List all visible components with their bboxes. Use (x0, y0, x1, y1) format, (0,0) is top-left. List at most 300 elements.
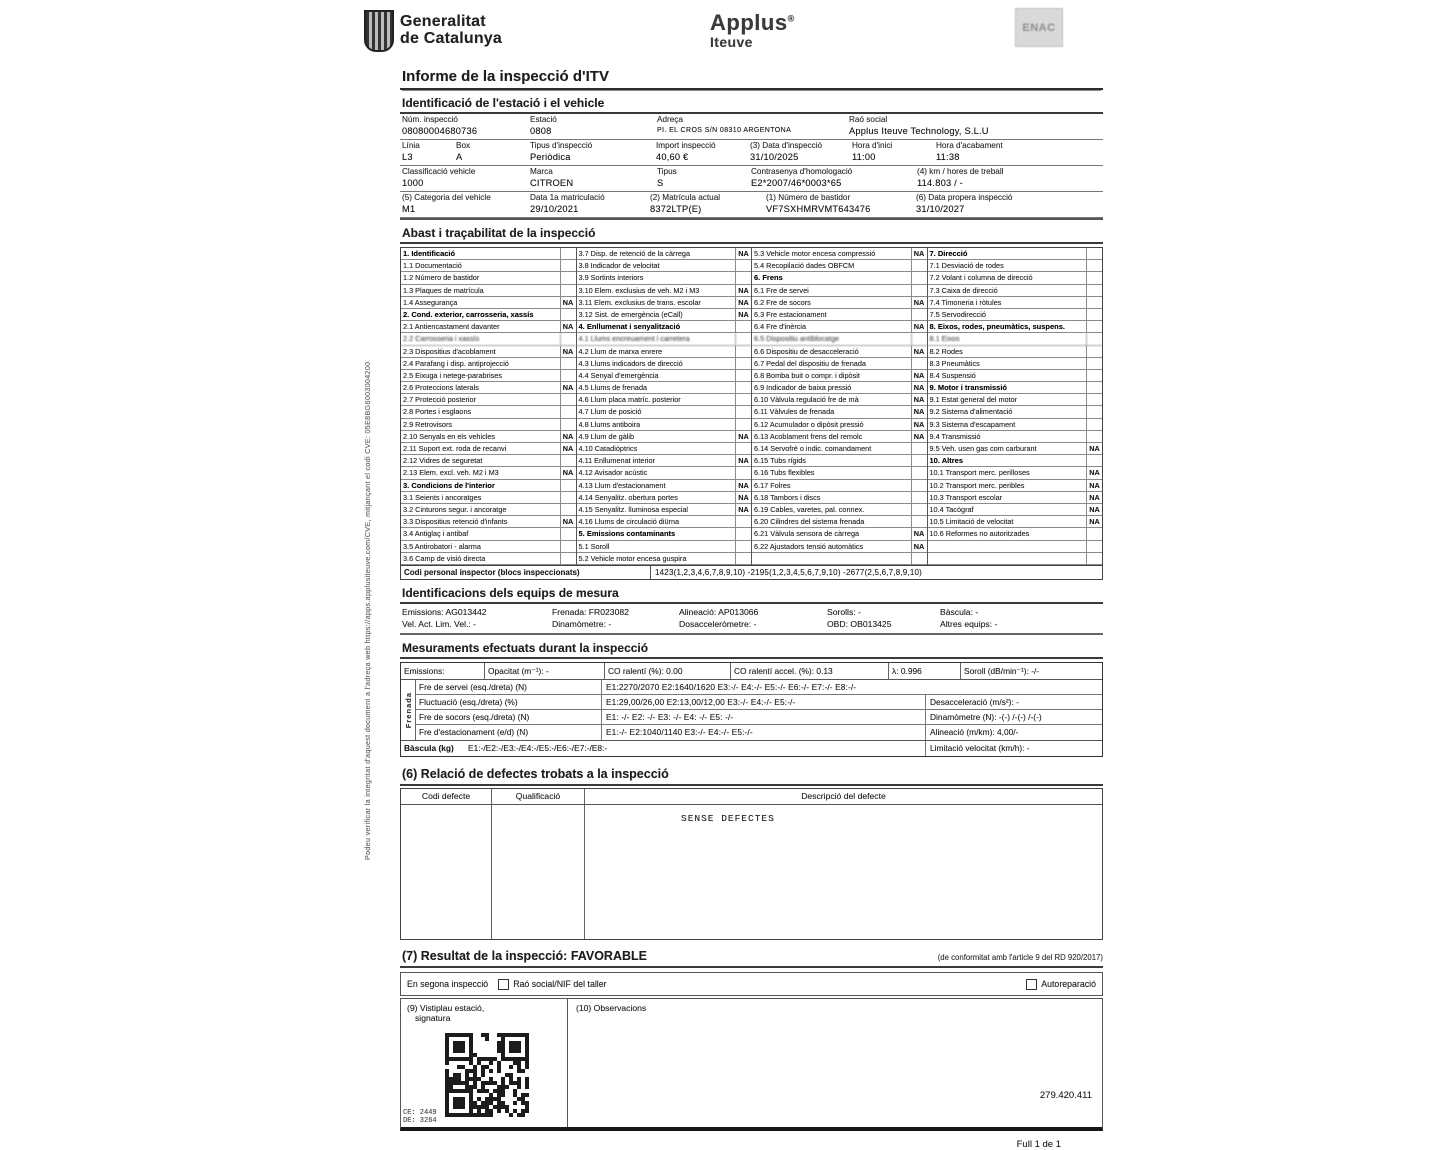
checklist-na-cell (1086, 260, 1102, 271)
checklist-na-cell (911, 260, 927, 271)
checklist-na-cell: NA (560, 346, 576, 357)
checklist-row (401, 370, 576, 382)
checklist-na-cell (911, 285, 927, 296)
station-approval-cell (401, 999, 568, 1127)
result-label: (7) Resultat de la inspecció: (402, 948, 568, 963)
identification-cell (530, 141, 656, 163)
identification-cell (917, 167, 1103, 189)
field-label: (4) km / hores de treball (917, 167, 1004, 176)
checklist-na-cell: NA (735, 285, 751, 296)
self-repair-checkbox (1026, 979, 1037, 990)
checklist-na-cell: NA (560, 382, 576, 393)
checklist-row (752, 431, 927, 443)
checklist-na-cell (735, 467, 751, 478)
checklist-item-label: 3.3 Dispositius retenció d'infants (403, 517, 508, 527)
checklist-na-cell (735, 260, 751, 271)
checklist-row (928, 406, 1103, 418)
second-inspection-label: En segona inspecció (407, 978, 489, 989)
checklist-item-label: 4.6 Llum placa matríc. posterior (578, 395, 681, 405)
result-note: (de conformitat amb l'article 9 del RD 920/2017) (937, 952, 1103, 962)
checklist-row (401, 272, 576, 284)
checklist-na-cell (560, 333, 576, 344)
emissions-cell: Emissions: (401, 663, 485, 679)
braking-row (416, 695, 1102, 710)
de-code: DE: 3264 (403, 1116, 437, 1125)
checklist-na-cell (560, 553, 576, 564)
checklist-na-cell (1086, 528, 1102, 539)
checklist-item-label: 3.9 Sortints interiors (578, 273, 644, 283)
checklist-item-label: 4.1 Llums encreuament i carretera (578, 334, 690, 344)
checklist-item-label: 4.9 Llum de gàlib (578, 431, 635, 441)
checklist-item-label: 10.2 Transport merc. peribles (929, 480, 1025, 490)
checklist-row (928, 492, 1103, 504)
result-main (402, 949, 647, 963)
checklist-item-label: 5.3 Vehicle motor encesa compressió (754, 249, 876, 258)
checklist-na-cell (1086, 455, 1102, 466)
checklist-row (577, 297, 752, 309)
field-label: Marca (530, 167, 553, 176)
checklist-item-label: 3.12 Sist. de emergència (eCall) (578, 309, 683, 319)
checklist-na-cell (735, 333, 751, 344)
result-row (400, 940, 1103, 968)
checklist-row (752, 260, 927, 272)
checklist-item-label: 4. Enllumenat i senyalització (578, 322, 681, 332)
checklist-row (577, 285, 752, 297)
identification-cell (849, 115, 1103, 137)
checklist-na-cell: NA (735, 297, 751, 308)
braking-row-label: Fre de servei (esq./dreta) (N) (416, 680, 602, 694)
checklist-item-label: 7.4 Timoneria i ròtules (929, 297, 1002, 307)
checklist-na-cell (735, 321, 751, 332)
registered-mark-icon: ® (787, 13, 795, 24)
equipment-cell: Vel. Act. Lim. Vel.: - (402, 618, 477, 629)
identification-cell (916, 193, 1103, 215)
applus-wordmark: Applus® (710, 10, 795, 35)
checklist-na-cell (560, 358, 576, 369)
checklist-na-cell: NA (911, 541, 927, 552)
checklist-na-cell (911, 358, 927, 369)
scale-values: E1:-/E2:-/E3:-/E4:-/E5:-/E6:-/E7:-/E8:- (468, 742, 608, 753)
checklist-na-cell (560, 419, 576, 430)
defects-col-description: Descripció del defecte (801, 790, 886, 801)
checklist-item-label: 4.10 Catadiòptrics (578, 444, 638, 453)
itv-report-sheet (400, 8, 1103, 1150)
inspector-code-value: 1423(1,2,3,4,6,7,8,9,10) -2195(1,2,3,4,5,6,7,9,10) -2677(2,5,6,7,8,9,10) (655, 567, 923, 577)
checklist-row (752, 443, 927, 455)
self-repair-checkbox-label: Autoreparació (1041, 978, 1096, 989)
field-label: Import inspecció (656, 141, 716, 150)
braking-side-value: Alineació (m/km): 4,00/- (925, 725, 1102, 739)
emissions-cell: λ: 0.996 (889, 663, 961, 679)
checklist-na-cell (560, 492, 576, 503)
field-label: Hora d'acabament (936, 141, 1003, 150)
checklist-na-cell: NA (911, 394, 927, 405)
checklist-row (928, 419, 1103, 431)
field-value: Applus Iteuve Technology, S.L.U (849, 126, 989, 136)
checklist-na-cell (560, 455, 576, 466)
checklist-na-cell (1086, 333, 1102, 344)
checklist-row (577, 431, 752, 443)
section-identification-title: Identificació de l'estació i el vehicle (400, 90, 1103, 114)
checklist-item-label: 2.11 Suport ext. roda de recanvi (403, 444, 507, 453)
field-value: VF7SXHMRVMT643476 (766, 204, 871, 214)
defects-section-title: (6) Relació de defectes trobats a la inspecció (400, 757, 1103, 786)
field-label: (3) Data d'inspecció (750, 141, 823, 150)
identification-table (400, 114, 1103, 220)
scale-label: Bàscula (kg) (404, 742, 454, 753)
field-label: Contrasenya d'homologació (751, 167, 853, 176)
checklist-item-label: 7.2 Volant i columna de direcció (929, 273, 1033, 283)
checklist-item-label: 6.12 Acumulador o dipòsit pressió (754, 419, 864, 429)
checklist-item-label: 10. Altres (929, 456, 963, 466)
checklist-na-cell (1086, 272, 1102, 283)
checklist-row (752, 492, 927, 504)
identification-cell (402, 141, 456, 163)
braking-row-values: E1: -/- E2: -/- E3: -/- E4: -/- E5: -/- (606, 712, 734, 723)
checklist-na-cell (911, 516, 927, 527)
identification-cell (751, 167, 917, 189)
equipment-cell: OBD: OB013425 (827, 618, 892, 629)
checklist-item-label: 5.4 Recopilació dades OBFCM (754, 261, 855, 271)
checklist-na-cell (1086, 541, 1102, 552)
emissions-cell: CO ralentí accel. (%): 0.13 (731, 663, 889, 679)
checklist-item-label: 8. Eixos, rodes, pneumàtics, suspens. (929, 322, 1065, 332)
checklist-na-cell (560, 272, 576, 283)
checklist-row (752, 406, 927, 418)
checklist-row (577, 321, 752, 333)
braking-row (416, 680, 1102, 695)
checklist-row (401, 260, 576, 272)
checklist-item-label: 3.11 Elem. exclusius de trans. escolar (578, 297, 701, 307)
checklist-na-cell: NA (735, 431, 751, 442)
equipment-cell: Bàscula: - (940, 606, 979, 617)
checklist-row (928, 285, 1103, 297)
checklist-na-cell (1086, 285, 1102, 296)
checklist-item-label: 3.2 Cinturons segur. i ancoratge (403, 504, 507, 514)
checklist-na-cell: NA (911, 346, 927, 357)
checklist-na-cell (911, 333, 927, 344)
checklist-row (577, 492, 752, 504)
field-label: Tipus d'inspecció (530, 141, 593, 150)
checklist-na-cell: NA (911, 382, 927, 393)
checklist-item-label: 8.2 Rodes (929, 346, 963, 356)
defects-qualification-cell (492, 805, 585, 939)
identification-row (400, 140, 1103, 166)
field-value: 8372LTP(E) (650, 204, 702, 214)
applus-sub-brand: Iteuve (710, 34, 753, 50)
checklist-item-label: 8.4 Suspensió (929, 370, 976, 380)
checklist-na-cell: NA (1086, 492, 1102, 503)
checklist-item-label: 6.18 Tambors i discs (754, 492, 821, 502)
defects-description-cell: SENSE DEFECTES (681, 812, 775, 824)
checklist-item-label: 6.2 Fre de socors (754, 297, 811, 307)
checklist-item-label: 2.1 Antiencastament davanter (403, 322, 500, 332)
field-value: 0808 (530, 126, 552, 136)
checklist-na-cell: NA (911, 321, 927, 332)
defects-col-qualification: Qualificació (492, 789, 585, 804)
checklist-row (401, 346, 576, 358)
enac-stamp (1015, 8, 1063, 47)
checklist-item-label: 4.3 Llums indicadors de direcció (578, 358, 683, 368)
field-label: Línia (402, 141, 420, 150)
identification-cell (530, 193, 650, 215)
checklist-na-cell (1086, 321, 1102, 332)
checklist-row (928, 370, 1103, 382)
section-measurements-title: Mesuraments efectuats durant la inspecció (400, 635, 1103, 659)
field-label: Hora d'inici (852, 141, 893, 150)
checklist-row (577, 480, 752, 492)
org-name-line2: de Catalunya (400, 30, 502, 47)
braking-row-values: E1:2270/2070 E2:1640/1620 E3:-/- E4:-/- E5:-/- E6:-/- E7:-/- E8:-/- (606, 681, 857, 692)
checklist-item-label: 10.1 Transport merc. perilloses (929, 468, 1030, 478)
checklist-item-label: 4.14 Senyalitz. obertura portes (578, 492, 678, 502)
checklist-row (401, 321, 576, 333)
checklist-row (577, 272, 752, 284)
checklist-item-label: 3.4 Antiglaç i antibaf (403, 529, 469, 539)
checklist-item-label: 4.12 Avisador acústic (578, 468, 648, 478)
checklist-item-label: 6.9 Indicador de baixa pressió (754, 383, 852, 393)
checklist-row (401, 431, 576, 443)
identification-cell (936, 141, 1103, 163)
identification-row (400, 114, 1103, 140)
checklist-row (928, 248, 1103, 260)
braking-side-value: Dinamòmetre (N): -(-) /-(-) /-(-) (925, 710, 1102, 724)
checklist-na-cell (735, 346, 751, 357)
checklist-row (928, 528, 1103, 540)
equipment-cell: Frenada: FR023082 (552, 606, 629, 617)
checklist-row (577, 248, 752, 260)
checklist-row (752, 419, 927, 431)
checklist-row (752, 248, 927, 260)
checklist-item-label: 7.1 Desviació de rodes (929, 261, 1004, 271)
field-label: Box (456, 141, 471, 150)
result-value: FAVORABLE (570, 948, 647, 963)
org-name-line1: Generalitat (400, 13, 486, 30)
applus-logo (710, 10, 795, 50)
checklist-na-cell (911, 504, 927, 515)
checklist-item-label: 2.13 Elem. excl. veh. M2 i M3 (403, 468, 499, 478)
checklist-na-cell (735, 406, 751, 417)
field-value: 08080004680736 (402, 126, 478, 136)
checklist-item-label: 6.11 Vàlvules de frenada (754, 407, 835, 417)
checklist-row (928, 394, 1103, 406)
checklist-row (577, 309, 752, 321)
checklist-item-label: 10.6 Reformes no autoritzades (929, 529, 1030, 539)
checklist-row (401, 492, 576, 504)
identification-cell (530, 167, 657, 189)
field-value: E2*2007/46*0003*65 (751, 178, 842, 188)
checklist-item-label: 6.10 Vàlvula regulació fre de mà (754, 395, 859, 405)
field-label: (1) Número de bastidor (766, 193, 851, 202)
checklist-item-label: 8.1 Eixos (929, 334, 960, 344)
checklist-na-cell: NA (560, 443, 576, 454)
checklist-na-cell (1086, 553, 1102, 564)
checklist-row (928, 431, 1103, 443)
checklist-na-cell (735, 443, 751, 454)
checklist-na-cell: NA (1086, 467, 1102, 478)
checklist-item-label: 2. Cond. exterior, carrosseria, xassís (403, 309, 534, 319)
checklist-na-cell: NA (735, 492, 751, 503)
workshop-checkbox (498, 979, 509, 990)
checklist-item-label: 9.4 Transmissió (929, 431, 981, 441)
checklist-na-cell (560, 260, 576, 271)
identification-cell (650, 193, 766, 215)
checklist-na-cell (1086, 431, 1102, 442)
field-label: Estació (530, 115, 557, 124)
checklist-item-label: 3.10 Elem. exclusius de veh. M2 i M3 (578, 285, 700, 295)
field-label: Raó social (849, 115, 888, 124)
equipment-cell: Altres equips: - (940, 618, 998, 629)
checklist-na-cell: NA (911, 297, 927, 308)
side-note-text: Podeu verificar la integritat d'aquest document a l'adreça web https://apps.applusiteuve.com/CVE, mitjançant el codi CVE: 05E8BG6003004200 (363, 361, 372, 860)
checklist-row (752, 272, 927, 284)
checklist-row (577, 467, 752, 479)
checklist-na-cell (1086, 394, 1102, 405)
equipment-cell: Dinamòmetre: - (552, 618, 612, 629)
braking-vertical-text: Frenada (403, 691, 413, 728)
checklist-na-cell: NA (560, 297, 576, 308)
checklist-item-label: 1.3 Plaques de matrícula (403, 285, 484, 295)
checklist-na-cell (1086, 297, 1102, 308)
field-label: (5) Categoria del vehicle (402, 193, 491, 202)
field-label: Núm. inspecció (402, 115, 458, 124)
equipment-row (400, 606, 1103, 618)
checklist-na-cell: NA (911, 431, 927, 442)
checklist-item-label: 4.15 Senyalitz. lluminosa especial (578, 504, 689, 514)
checklist-item-label (928, 541, 1087, 552)
checklist-na-cell (911, 492, 927, 503)
checklist-na-cell (560, 504, 576, 515)
checklist-na-cell (560, 480, 576, 491)
checklist-item-label: 8.3 Pneumàtics (929, 358, 980, 368)
checklist-na-cell (911, 553, 927, 564)
checklist-na-cell (911, 480, 927, 491)
checklist-item-label: 4.4 Senyal d'emergència (578, 370, 659, 380)
checklist-item-label: 2.5 Eixuga i netege-parabrises (403, 370, 502, 380)
field-value: 11:00 (852, 152, 876, 162)
checklist-row (401, 382, 576, 394)
checklist-item-label: 6.16 Tubs flexibles (754, 468, 815, 478)
checklist-row (928, 260, 1103, 272)
braking-row-label: Fre de socors (esq./dreta) (N) (416, 710, 602, 724)
checklist-na-cell (560, 394, 576, 405)
checklist-na-cell: NA (1086, 480, 1102, 491)
checklist-row (401, 394, 576, 406)
checklist-item-label: 10.4 Tacògraf (929, 504, 974, 514)
checklist-na-cell: NA (911, 528, 927, 539)
field-label: (2) Matrícula actual (650, 193, 721, 202)
checklist-na-cell (911, 309, 927, 320)
braking-row (416, 710, 1102, 725)
checklist-row (752, 516, 927, 528)
checklist-na-cell (560, 541, 576, 552)
checklist-item-label: 4.16 Llums de circulació diürna (578, 517, 680, 527)
checklist-row (928, 516, 1103, 528)
identification-cell (656, 141, 750, 163)
checklist-item-label: 6.19 Cables, varetes, pal. connex. (754, 504, 865, 514)
checklist-na-cell (911, 455, 927, 466)
braking-vertical-label (401, 680, 416, 740)
field-value: M1 (402, 204, 416, 214)
field-value: CITROEN (530, 178, 574, 188)
checklist-item-label: 6.15 Tubs rígids (754, 456, 806, 466)
checklist-row (752, 553, 927, 565)
checklist-row (577, 528, 752, 540)
identification-cell (657, 115, 849, 137)
checklist-na-cell (1086, 406, 1102, 417)
equipment-cell: Alineació: AP013066 (679, 606, 759, 617)
checklist-na-cell: NA (735, 480, 751, 491)
emissions-cell: Soroll (dB/min⁻¹): -/- (964, 665, 1040, 676)
checklist-na-cell (735, 528, 751, 539)
checklist-na-cell (1086, 370, 1102, 381)
checklist-row (928, 480, 1103, 492)
checklist-row (928, 333, 1103, 345)
field-value: PI. EL CROS S/N 08310 ARGENTONA (657, 127, 792, 134)
checklist-row (577, 504, 752, 516)
document-header (400, 8, 1103, 60)
checklist-item-label: 2.8 Portes i esglaons (403, 407, 472, 417)
checklist-row (401, 467, 576, 479)
checklist-item-label: 4.5 Llums de frenada (578, 383, 648, 393)
checklist-item-label: 4.13 Llum d'estacionament (578, 480, 666, 490)
section-equipment-title: Identificacions dels equips de mesura (400, 580, 1103, 604)
checklist-na-cell: NA (1086, 443, 1102, 454)
checklist-item-label: 2.9 Retrovisors (403, 419, 453, 429)
section-scope-title: Abast i traçabilitat de la inspecció (400, 220, 1103, 244)
braking-row-values: E1:-/- E2:1040/1140 E3:-/- E4:-/- E5:-/- (606, 727, 753, 738)
checklist-na-cell (735, 358, 751, 369)
checklist-item-label (752, 553, 911, 564)
checklist-row (752, 321, 927, 333)
field-value: S (657, 178, 664, 188)
checklist-na-cell: NA (911, 248, 927, 259)
checklist-item-label: 5.2 Vehicle motor encesa guspira (578, 553, 687, 563)
second-inspection-box (400, 972, 1103, 996)
checklist-na-cell (560, 406, 576, 417)
checklist-na-cell: NA (735, 455, 751, 466)
checklist-item-label: 6.21 Vàlvula sensora de càrrega (754, 529, 860, 539)
checklist-na-cell (735, 541, 751, 552)
ce-code: CE: 2449 (403, 1108, 437, 1117)
checklist-na-cell: NA (1086, 504, 1102, 515)
generalitat-logo (364, 10, 502, 52)
checklist-row (752, 394, 927, 406)
checklist-na-cell (1086, 346, 1102, 357)
checklist-item-label: 6.14 Servofrè o indic. comandament (754, 444, 872, 453)
checklist-item-label: 9.3 Sistema d'escapament (929, 419, 1016, 429)
checklist-row (577, 260, 752, 272)
checklist-na-cell (911, 272, 927, 283)
measurements-table (400, 662, 1103, 757)
checklist-row (752, 382, 927, 394)
checklist-item-label: 6.17 Folres (754, 480, 791, 490)
checklist-row (752, 528, 927, 540)
checklist-row (577, 553, 752, 565)
checklist-item-label: 7.5 Servodirecció (929, 309, 986, 319)
field-label: Classificació vehicle (402, 167, 476, 176)
checklist-na-cell (1086, 382, 1102, 393)
checklist-column (928, 248, 1103, 565)
identification-row (400, 192, 1103, 218)
document-number: 279.420.411 (1039, 1089, 1092, 1101)
checklist-item-label: 6.6 Dispositiu de desacceleració (754, 346, 859, 356)
checklist-na-cell (735, 370, 751, 381)
checklist-na-cell: NA (911, 370, 927, 381)
checklist-row (577, 516, 752, 528)
checklist-item-label: 1. Identificació (403, 249, 456, 258)
checklist-item-label: 10.5 Limitació de velocitat (929, 517, 1014, 527)
